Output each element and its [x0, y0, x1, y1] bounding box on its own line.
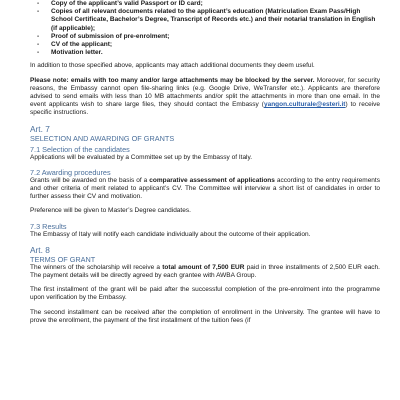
embassy-email-link[interactable]: yangon.culturale@esteri.it — [263, 101, 346, 109]
section-7-3-text: The Embassy of Italy will notify each candidate individually about the outcome of their application. — [30, 230, 311, 238]
list-item: - Copy of the applicant’s valid Passport or ID card; — [30, 0, 380, 8]
note-body: Moreover, for security reasons, the Embassy cannot open file-sharing links (e.g. Google Drive, WeTransfer etc.). Applicants are therefore advised to send emails with less than 10 MB attachments and/or split the attachments in more than one email. In the event applicants wish to share large files, they should contact the Embassy ( — [30, 76, 380, 109]
preference-paragraph: Preference will be given to Master’s Degree candidates. — [30, 207, 191, 215]
section-7-2-heading: 7.2 Awarding procedures — [30, 167, 111, 177]
note-lead: Please note: emails with too many and/or large attachments may be blocked by the server. — [30, 76, 315, 84]
grant-amount: total amount of 7,500 EUR — [162, 263, 245, 271]
list-item: - Proof of submission of pre-enrolment; — [30, 33, 380, 41]
awarding-text-b: according to the entry requirements and other criteria of merit related to applicant’s CV. The Committee will interview a short list of candidates in order to further assess their CV and motivation. — [30, 176, 380, 201]
list-item: - Copies of all relevant documents related to the applicant’s education (Matriculation Exam Pass/High School Certificate, Bachelor’s Degree, Transcript of Records etc.) and their notarial translation in English (if applicable); — [30, 8, 380, 33]
required-documents-list — [30, 0, 380, 57]
first-installment-paragraph: The first installment of the grant will be paid after the successful completion of the pre-enrolment into the programme upon verification by the Embassy. — [30, 286, 380, 302]
document-body — [30, 0, 380, 331]
article-7-subtitle: SELECTION AND AWARDING OF GRANTS — [30, 133, 175, 143]
section-7-3-heading: 7.3 Results — [30, 221, 67, 231]
grant-text-b: paid in three installments of 2,500 EUR each. The payment details will be directly agreed by each grantee with AWBA Group. — [30, 263, 380, 280]
awarding-text-a: Grants will be awarded on the basis of a — [30, 176, 150, 184]
article-8-subtitle: TERMS OF GRANT — [30, 254, 96, 264]
article-7-title: Art. 7 — [30, 123, 50, 134]
second-installment-paragraph: The second installment can be received after the completion of enrollment in the University. The grantee will have to prove the enrollment, the payment of the first installment of the tuition fees (if — [30, 308, 380, 324]
grant-text-a: The winners of the scholarship will receive a — [30, 263, 163, 271]
list-item: - Motivation letter. — [30, 49, 380, 57]
awarding-bold: comparative assessment of applications — [149, 176, 275, 184]
article-8-title: Art. 8 — [30, 244, 50, 255]
list-item: - CV of the applicant; — [30, 41, 380, 49]
section-7-1-heading: 7.1 Selection of the candidates — [30, 144, 130, 154]
section-7-2-text — [30, 177, 380, 202]
email-note-paragraph — [30, 77, 380, 118]
grant-amount-paragraph — [30, 264, 380, 280]
additional-documents-paragraph: In addition to those specified above, applicants may attach additional documents they deem useful. — [30, 62, 315, 70]
section-7-1-text: Applications will be evaluated by a Committee set up by the Embassy of Italy. — [30, 153, 253, 161]
note-tail: ) to receive specific instructions. — [30, 101, 381, 117]
